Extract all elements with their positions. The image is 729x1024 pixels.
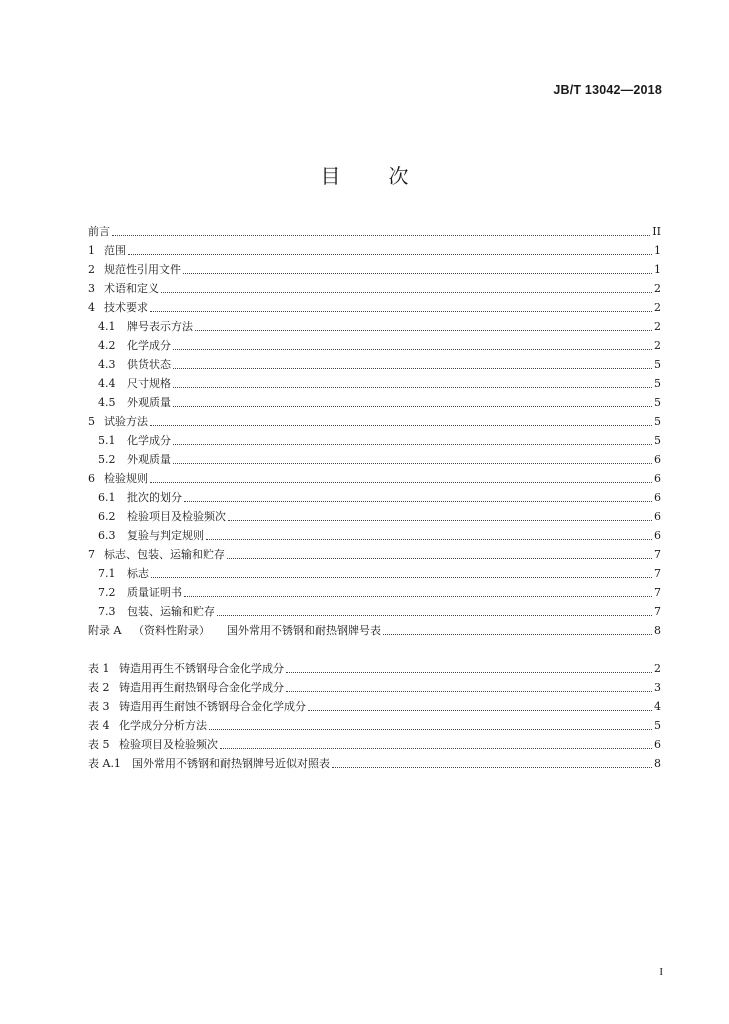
toc-entry-annex-a[interactable]	[88, 620, 661, 638]
toc-entry-label: 批次的划分	[127, 491, 182, 504]
page-title-right: 次	[388, 164, 409, 188]
toc-entry-page: 7	[654, 567, 661, 580]
table-list-entry-4[interactable]	[88, 715, 661, 733]
toc-entry-number: 7.2	[98, 586, 116, 599]
dot-leader	[173, 386, 652, 388]
toc-entry-page: 6	[654, 529, 661, 542]
toc-entry-label: 技术要求	[104, 301, 148, 314]
toc-entry-label: 范围	[104, 244, 126, 257]
toc-entry-label: 化学成分	[127, 434, 171, 447]
dot-leader	[150, 481, 652, 483]
dot-leader	[220, 747, 652, 749]
toc-entry-6-2[interactable]	[98, 506, 661, 524]
table-number: 表 1	[88, 662, 110, 675]
toc-entry-number: 4.2	[98, 339, 116, 352]
toc-entry-number: 6.1	[98, 491, 116, 504]
standard-number: JB/T 13042—2018	[553, 83, 662, 97]
toc-entry-number: 7.1	[98, 567, 116, 580]
table-page: 3	[654, 681, 661, 694]
dot-leader	[227, 557, 652, 559]
toc-entry-label: 化学成分	[127, 339, 171, 352]
dot-leader	[228, 519, 652, 521]
toc-entry-number: 4.1	[98, 320, 116, 333]
toc-entry-label: 供货状态	[127, 358, 171, 371]
dot-leader	[286, 671, 652, 673]
dot-leader	[184, 500, 652, 502]
toc-entry-5[interactable]	[88, 411, 661, 429]
toc-entry-4-5[interactable]	[98, 392, 661, 410]
toc-entry-number: 4.4	[98, 377, 116, 390]
toc-entry-page: 2	[654, 282, 661, 295]
toc-entry-page: 6	[654, 510, 661, 523]
toc-entry-number: 7.3	[98, 605, 116, 618]
toc-entry-page: 7	[654, 586, 661, 599]
toc-entry-label: 包装、运输和贮存	[127, 605, 215, 618]
toc-entry-page: 2	[654, 339, 661, 352]
toc-entry-4[interactable]	[88, 297, 661, 315]
dot-leader	[286, 690, 652, 692]
toc-entry-6-3[interactable]	[98, 525, 661, 543]
toc-entry-number: 2	[88, 263, 95, 276]
dot-leader	[112, 234, 650, 236]
table-page: 2	[654, 662, 661, 675]
toc-entry-number: 4.3	[98, 358, 116, 371]
table-page: 6	[654, 738, 661, 751]
toc-entry-number: 附录 A	[88, 624, 122, 637]
toc-entry-label: 术语和定义	[104, 282, 159, 295]
toc-entry-label: 检验规则	[104, 472, 148, 485]
toc-entry-number: 7	[88, 548, 95, 561]
table-number: 表 A.1	[88, 757, 121, 770]
table-list-entry-2[interactable]	[88, 677, 661, 695]
toc-entry-page: 1	[654, 244, 661, 257]
toc-entry-label: 规范性引用文件	[104, 263, 181, 276]
toc-entry-label: 复验与判定规则	[127, 529, 204, 542]
table-label: 国外常用不锈钢和耐热钢牌号近似对照表	[132, 757, 330, 770]
toc-entry-1[interactable]	[88, 240, 661, 258]
toc-entry-4-1[interactable]	[98, 316, 661, 334]
toc-entry-4-2[interactable]	[98, 335, 661, 353]
table-page: 4	[654, 700, 661, 713]
toc-entry-page: 2	[654, 301, 661, 314]
dot-leader	[206, 538, 652, 540]
toc-entry-label: 标志	[127, 567, 149, 580]
toc-entry-7[interactable]	[88, 544, 661, 562]
table-list-entry-a1[interactable]	[88, 753, 661, 771]
toc-entry-page: 1	[654, 263, 661, 276]
toc-entry-page: 6	[654, 491, 661, 504]
toc-entry-5-2[interactable]	[98, 449, 661, 467]
dot-leader	[217, 614, 652, 616]
toc-entry-label: 外观质量	[127, 453, 171, 466]
dot-leader	[332, 766, 652, 768]
toc-entry-number: 5	[88, 415, 95, 428]
dot-leader	[209, 728, 652, 730]
table-number: 表 5	[88, 738, 110, 751]
toc-entry-page: II	[652, 225, 661, 238]
toc-entry-page: 5	[654, 358, 661, 371]
toc-entry-foreword[interactable]	[88, 221, 661, 239]
dot-leader	[195, 329, 652, 331]
toc-entry-number: 6	[88, 472, 95, 485]
toc-entry-6[interactable]	[88, 468, 661, 486]
table-number: 表 2	[88, 681, 110, 694]
toc-entry-3[interactable]	[88, 278, 661, 296]
toc-entry-page: 7	[654, 605, 661, 618]
dot-leader	[308, 709, 652, 711]
table-number: 表 4	[88, 719, 110, 732]
toc-entry-page: 6	[654, 453, 661, 466]
toc-entry-page: 6	[654, 472, 661, 485]
toc-entry-page: 5	[654, 415, 661, 428]
table-label: 检验项目及检验频次	[119, 738, 218, 751]
toc-entry-number: 1	[88, 244, 95, 257]
toc-entry-label: 标志、包装、运输和贮存	[104, 548, 225, 561]
toc-entry-page: 5	[654, 396, 661, 409]
annex-type: （资料性附录）	[133, 624, 210, 637]
toc-entry-page: 8	[654, 624, 661, 637]
table-page: 5	[654, 719, 661, 732]
table-label: 铸造用再生耐蚀不锈钢母合金化学成分	[119, 700, 306, 713]
toc-entry-label: 牌号表示方法	[127, 320, 193, 333]
toc-entry-7-3[interactable]	[98, 601, 661, 619]
toc-entry-label: 国外常用不锈钢和耐热钢牌号表	[227, 624, 381, 637]
table-label: 铸造用再生耐热钢母合金化学成分	[119, 681, 284, 694]
table-label: 化学成分分析方法	[119, 719, 207, 732]
toc-entry-number: 4	[88, 301, 95, 314]
toc-entry-label: 外观质量	[127, 396, 171, 409]
dot-leader	[173, 462, 652, 464]
dot-leader	[173, 367, 652, 369]
toc-entry-page: 7	[654, 548, 661, 561]
toc-entry-label: 质量证明书	[127, 586, 182, 599]
table-page: 8	[654, 757, 661, 770]
table-label: 铸造用再生不锈钢母合金化学成分	[119, 662, 284, 675]
table-list-entry-1[interactable]	[88, 658, 661, 676]
toc-entry-2[interactable]	[88, 259, 661, 277]
toc-entry-number: 4.5	[98, 396, 116, 409]
toc-entry-number: 5.1	[98, 434, 116, 447]
toc-entry-page: 5	[654, 434, 661, 447]
dot-leader	[150, 310, 652, 312]
toc-entry-label: 试验方法	[104, 415, 148, 428]
page-title-left: 目	[320, 164, 341, 188]
dot-leader	[151, 576, 652, 578]
toc-entry-number: 5.2	[98, 453, 116, 466]
table-number: 表 3	[88, 700, 110, 713]
dot-leader	[161, 291, 652, 293]
toc-entry-page: 5	[654, 377, 661, 390]
toc-entry-number: 6.3	[98, 529, 116, 542]
toc-entry-4-3[interactable]	[98, 354, 661, 372]
dot-leader	[383, 633, 652, 635]
page-title	[0, 160, 729, 189]
page-folio: I	[659, 966, 663, 978]
toc-entry-label: 检验项目及检验频次	[127, 510, 226, 523]
dot-leader	[183, 272, 652, 274]
dot-leader	[173, 348, 652, 350]
toc-entry-label: 尺寸规格	[127, 377, 171, 390]
toc-entry-number: 3	[88, 282, 95, 295]
table-list-entry-5[interactable]	[88, 734, 661, 752]
table-list-entry-3[interactable]	[88, 696, 661, 714]
toc-entry-label: 前言	[88, 225, 110, 238]
dot-leader	[184, 595, 652, 597]
toc-entry-number: 6.2	[98, 510, 116, 523]
dot-leader	[173, 443, 652, 445]
dot-leader	[128, 253, 652, 255]
toc-entry-7-1[interactable]	[98, 563, 661, 581]
toc-entry-page: 2	[654, 320, 661, 333]
toc-entry-6-1[interactable]	[98, 487, 661, 505]
toc-entry-7-2[interactable]	[98, 582, 661, 600]
toc-entry-5-1[interactable]	[98, 430, 661, 448]
dot-leader	[173, 405, 652, 407]
toc-entry-4-4[interactable]	[98, 373, 661, 391]
dot-leader	[150, 424, 652, 426]
